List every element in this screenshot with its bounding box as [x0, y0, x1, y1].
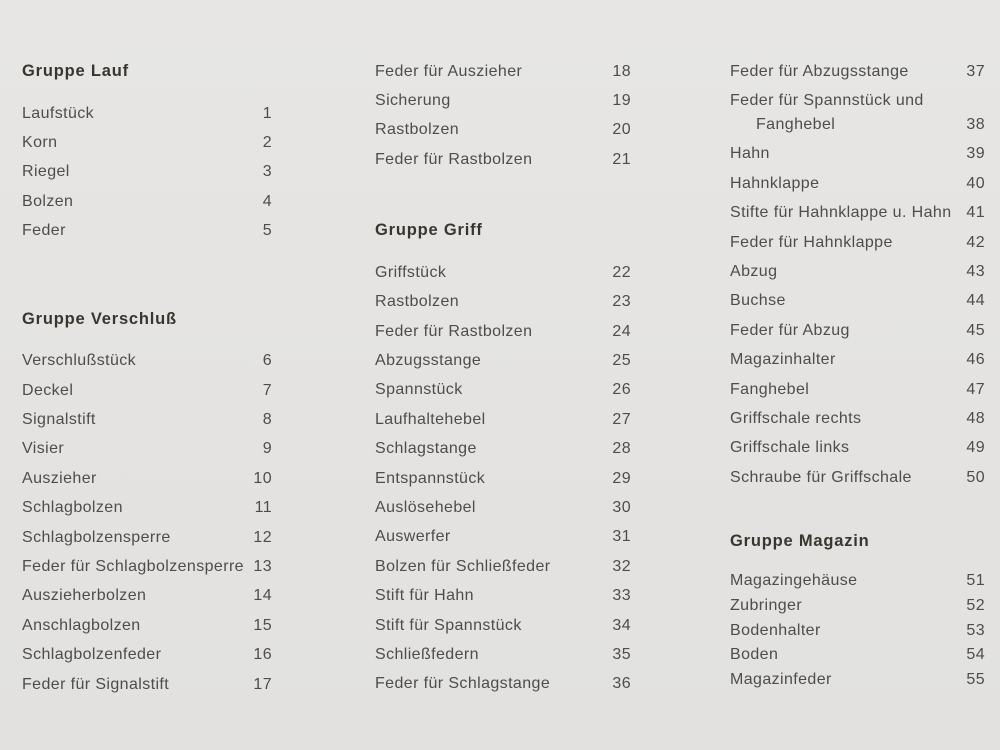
part-number: 18 [612, 62, 631, 80]
part-name-line: Boden [730, 646, 779, 664]
parts-list-row [22, 99, 272, 128]
parts-list-row [730, 434, 985, 463]
parts-list-row [730, 346, 985, 375]
part-name-line: Auslösehebel [375, 498, 476, 516]
part-name-continuation: Fanghebel [756, 116, 836, 134]
parts-list-row [375, 86, 631, 115]
part-name-line: Riegel [22, 163, 70, 181]
part-name-line: Griffstück [375, 263, 447, 281]
parts-list-row [22, 158, 272, 187]
parts-list-row [375, 670, 631, 699]
part-name-line: Buchse [730, 292, 786, 310]
part-name-line: Hahn [730, 145, 770, 163]
parts-column-2 [375, 57, 631, 699]
part-name [22, 611, 141, 640]
part-name-line: Feder für Rastbolzen [375, 322, 533, 340]
part-name-line: Feder für Rastbolzen [375, 150, 533, 168]
part-number: 11 [254, 499, 272, 517]
parts-list-row [375, 317, 631, 346]
part-name [730, 257, 777, 286]
parts-list-row [730, 618, 985, 643]
parts-list-row [375, 145, 631, 174]
part-name [375, 581, 474, 610]
part-name-line: Auswerfer [375, 528, 451, 546]
part-name-line: Stifte für Hahnklappe u. Hahn [730, 204, 952, 222]
part-name-line: Rastbolzen [375, 121, 460, 139]
part-name-line: Feder für Schlagbolzensperre [22, 557, 244, 575]
part-name-line: Stift für Hahn [375, 587, 474, 605]
part-number: 22 [612, 263, 631, 281]
part-name-line: Verschlußstück [22, 352, 137, 370]
part-name [22, 640, 161, 669]
parts-list-row [375, 523, 631, 552]
part-name [22, 128, 57, 157]
part-name-line: Bodenhalter [730, 621, 821, 639]
part-number: 3 [262, 163, 272, 181]
group-heading: Gruppe Magazin [730, 531, 870, 550]
part-number: 52 [966, 597, 985, 615]
parts-list-row [375, 346, 631, 375]
part-number: 7 [262, 381, 272, 399]
part-name [22, 494, 123, 523]
part-number: 25 [612, 352, 631, 370]
parts-list-row [730, 463, 985, 492]
parts-list-row [375, 493, 631, 522]
part-name-line: Feder [22, 222, 66, 240]
part-number: 49 [966, 439, 985, 457]
part-name [375, 523, 451, 552]
parts-list-row [22, 376, 272, 405]
parts-group [375, 216, 631, 699]
part-number: 27 [612, 410, 631, 428]
parts-group [22, 57, 272, 246]
part-name-line: Auszieherbolzen [22, 587, 147, 605]
parts-list-row [730, 57, 985, 86]
part-name [22, 405, 96, 434]
part-number: 55 [966, 671, 985, 689]
part-name-line: Zubringer [730, 597, 803, 615]
part-number: 45 [966, 321, 985, 339]
part-name-line: Feder für Schlagstange [375, 675, 551, 693]
part-name [375, 464, 485, 493]
parts-list-row [730, 404, 985, 433]
part-number: 42 [966, 233, 985, 251]
part-number: 17 [253, 675, 272, 693]
part-name-line: Schließfedern [375, 645, 479, 663]
part-number: 40 [966, 174, 985, 192]
part-name-line: Bolzen [22, 192, 74, 210]
part-name [375, 611, 522, 640]
group-heading: Gruppe Verschluß [22, 309, 177, 328]
part-name [730, 569, 857, 594]
parts-list-row [375, 640, 631, 669]
part-number: 8 [262, 411, 272, 429]
part-name [375, 552, 551, 581]
part-number: 30 [612, 498, 631, 516]
part-number: 28 [612, 440, 631, 458]
part-name-line: Magazingehäuse [730, 572, 858, 590]
part-name [22, 670, 169, 699]
part-name [730, 463, 912, 492]
part-name [375, 317, 532, 346]
part-name-line: Fanghebel [730, 380, 810, 398]
part-number: 41 [966, 204, 985, 222]
group-heading: Gruppe Griff [375, 221, 483, 240]
parts-list-row [730, 594, 985, 619]
part-name-line: Schlagbolzensperre [22, 528, 171, 546]
part-name-line: Schlagstange [375, 440, 477, 458]
part-number: 16 [253, 646, 272, 664]
parts-list-row [22, 347, 272, 376]
part-name [22, 187, 73, 216]
parts-group [22, 305, 272, 700]
parts-list-row [375, 552, 631, 581]
part-name [375, 405, 486, 434]
part-name-line: Abzug [730, 263, 778, 281]
part-name-line: Schlagbolzen [22, 499, 123, 517]
part-name [375, 640, 479, 669]
parts-list-row [730, 569, 985, 594]
part-name [22, 99, 94, 128]
part-name [375, 288, 459, 317]
part-number: 39 [966, 145, 985, 163]
part-name-line: Laufhaltehebel [375, 410, 486, 428]
part-number: 50 [966, 468, 985, 486]
part-number: 26 [612, 381, 631, 399]
part-name-line: Spannstück [375, 381, 463, 399]
part-name-line: Deckel [22, 381, 74, 399]
part-number: 37 [966, 62, 985, 80]
parts-list-row [730, 228, 985, 257]
part-name [22, 523, 171, 552]
parts-list-row [375, 57, 631, 86]
part-name [22, 347, 136, 376]
part-name [730, 668, 832, 693]
group-heading: Gruppe Lauf [22, 62, 129, 80]
part-number: 19 [612, 92, 631, 110]
parts-list-row [22, 552, 272, 581]
part-name-line: Bolzen für Schließfeder [375, 557, 551, 575]
part-number: 36 [612, 675, 631, 693]
part-number: 38 [966, 116, 985, 134]
parts-list-row [730, 140, 985, 169]
part-name [730, 169, 819, 198]
part-number: 6 [262, 352, 272, 370]
part-name [730, 199, 952, 228]
part-name-line: Hahnklappe [730, 174, 820, 192]
part-number: 29 [612, 469, 631, 487]
part-name [375, 670, 550, 699]
parts-list-row [22, 582, 272, 611]
parts-list-row [730, 169, 985, 198]
parts-group [375, 57, 631, 175]
part-number: 20 [612, 121, 631, 139]
parts-list-row [22, 435, 272, 464]
part-name-line: Entspannstück [375, 469, 486, 487]
parts-list-row [375, 611, 631, 640]
parts-list-row [22, 464, 272, 493]
parts-list-row [22, 523, 272, 552]
part-name-line: Feder für Signalstift [22, 675, 170, 693]
parts-list-row [730, 375, 985, 404]
parts-list-row [730, 643, 985, 668]
part-number: 10 [253, 469, 272, 487]
parts-list-row [375, 376, 631, 405]
part-name [730, 643, 778, 668]
part-name-line: Visier [22, 440, 65, 458]
part-name-line: Feder für Hahnklappe [730, 233, 893, 251]
parts-list-row [375, 116, 631, 145]
part-number: 33 [612, 587, 631, 605]
parts-list-row [22, 670, 272, 699]
part-number: 5 [262, 222, 272, 240]
parts-list-row [375, 435, 631, 464]
part-name [22, 552, 244, 581]
part-number: 54 [966, 646, 985, 664]
part-number: 44 [966, 292, 985, 310]
part-name [375, 258, 446, 287]
part-name [730, 594, 802, 619]
part-number: 51 [966, 572, 985, 590]
parts-group [730, 527, 985, 692]
parts-list-row [22, 128, 272, 157]
part-name-line: Magazinfeder [730, 671, 832, 689]
part-name-line: Sicherung [375, 92, 451, 110]
part-number: 46 [966, 351, 985, 369]
part-name [730, 375, 809, 404]
parts-list-row [375, 288, 631, 317]
part-name-line: Schlagbolzenfeder [22, 646, 162, 664]
part-name-line: Signalstift [22, 411, 96, 429]
part-number: 31 [612, 528, 631, 546]
part-number: 35 [612, 645, 631, 663]
part-name [730, 346, 836, 375]
part-name [730, 434, 849, 463]
part-name [730, 618, 821, 643]
part-name [375, 435, 477, 464]
part-number: 32 [612, 557, 631, 575]
parts-list-row [22, 405, 272, 434]
part-number: 48 [966, 409, 985, 427]
part-name-line: Korn [22, 134, 58, 152]
part-name-line: Griffschale rechts [730, 409, 862, 427]
part-name [730, 404, 861, 433]
part-name [730, 140, 770, 169]
part-number: 34 [612, 616, 631, 634]
part-name-line: Schraube für Griffschale [730, 468, 912, 486]
part-name-line: Feder für Auszieher [375, 62, 523, 80]
part-name [730, 228, 893, 257]
parts-list-row [22, 640, 272, 669]
part-name [375, 86, 451, 115]
part-name-line: Laufstück [22, 104, 95, 122]
parts-list-row [730, 199, 985, 228]
part-name-line: Griffschale links [730, 439, 850, 457]
parts-list-row [730, 287, 985, 316]
part-name [730, 86, 924, 139]
part-number: 23 [612, 293, 631, 311]
parts-list-row [22, 187, 272, 216]
parts-list-row [730, 86, 985, 139]
part-number: 4 [262, 192, 272, 210]
parts-list-row [22, 611, 272, 640]
part-name-line: Magazinhalter [730, 351, 836, 369]
parts-list-row [375, 581, 631, 610]
part-name-line: Rastbolzen [375, 293, 460, 311]
part-name [22, 464, 97, 493]
part-number: 43 [966, 263, 985, 281]
part-number: 21 [612, 150, 631, 168]
part-name-line: Anschlagbolzen [22, 616, 141, 634]
parts-column-1 [22, 57, 272, 699]
parts-list-row [22, 217, 272, 246]
part-name [375, 116, 459, 145]
part-name [375, 493, 476, 522]
part-name [22, 582, 146, 611]
part-name [22, 435, 64, 464]
part-name [375, 376, 463, 405]
part-name-line: Feder für Spannstück und [730, 92, 924, 110]
part-number: 47 [966, 380, 985, 398]
parts-group [730, 57, 985, 492]
part-number: 15 [253, 616, 272, 634]
part-number: 24 [612, 322, 631, 340]
part-name-line: Feder für Abzugsstange [730, 62, 909, 80]
part-number: 2 [262, 134, 272, 152]
part-name [22, 217, 66, 246]
part-number: 13 [253, 557, 272, 575]
part-name [375, 57, 522, 86]
parts-list-row [375, 405, 631, 434]
parts-list-row [730, 668, 985, 693]
part-name-line: Feder für Abzug [730, 321, 850, 339]
part-name [22, 158, 70, 187]
part-name-line: Auszieher [22, 469, 97, 487]
part-name [22, 376, 73, 405]
part-number: 53 [966, 621, 985, 639]
part-name-line: Stift für Spannstück [375, 616, 522, 634]
part-number: 12 [253, 528, 272, 546]
part-name-line: Abzugsstange [375, 352, 482, 370]
parts-list-row [375, 464, 631, 493]
part-number: 14 [253, 587, 272, 605]
part-name [375, 145, 532, 174]
parts-list-row [375, 258, 631, 287]
part-name [375, 346, 481, 375]
part-number: 1 [262, 104, 272, 122]
part-number: 9 [262, 440, 272, 458]
parts-list-row [730, 257, 985, 286]
parts-list-row [22, 494, 272, 523]
parts-list-row [730, 316, 985, 345]
part-name [730, 316, 850, 345]
parts-column-3 [730, 57, 985, 692]
part-name [730, 57, 909, 86]
part-name [730, 287, 786, 316]
